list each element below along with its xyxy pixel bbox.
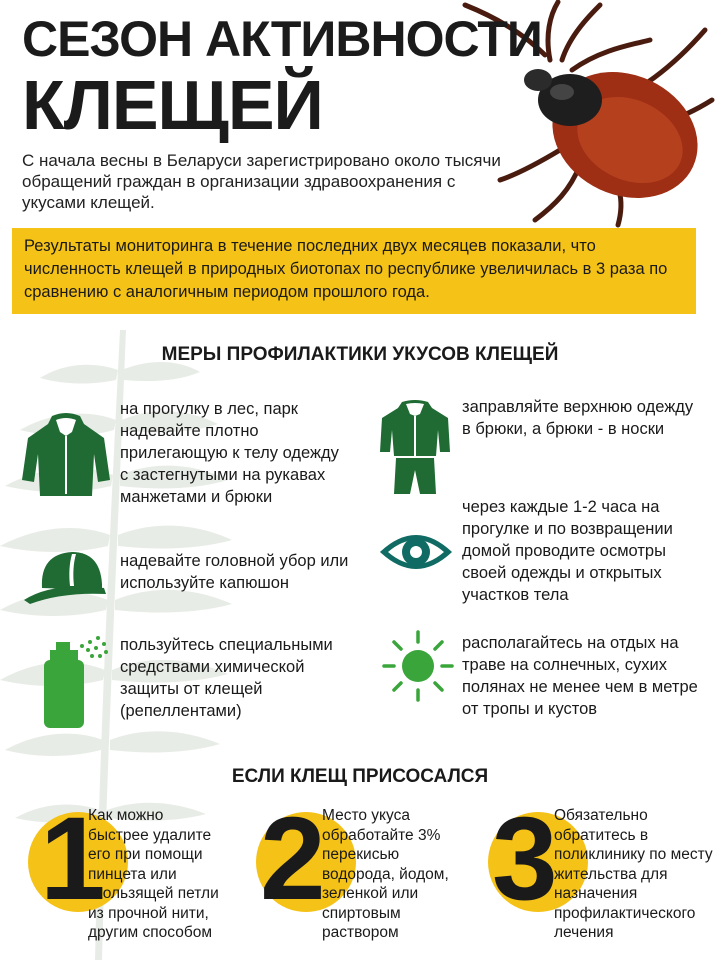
intro-text: С начала весны в Беларуси зарегистрировано около тысячи обращений граждан в организации здравоохранения с укусами клещей. [22,151,501,212]
sun-icon [380,628,456,704]
tip-inspection: через каждые 1-2 часа на прогулке и по возвращении домой проводите осмотры своей одежды и открытых участков тела [462,498,673,604]
tip-rest-spot: располагайтесь на отдых на траве на солнечных, сухих полянах не менее чем в метре от тропы и кустов [462,634,698,718]
attached-title: ЕСЛИ КЛЕЩ ПРИСОСАЛСЯ [231,766,489,787]
prevention-title: МЕРЫ ПРОФИЛАКТИКИ УКУСОВ КЛЕЩЕЙ [161,344,559,365]
tip-clothing: на прогулку в лес, парк надевайте плотно прилегающую к телу одежду с застегнутыми на рукавах манжетами и брюки [120,400,339,506]
tip-tuck-in: заправляйте верхнюю одежду в брюки, а брюки - в носки [462,398,694,438]
tip-headwear: надевайте головной убор или используйте капюшон [120,552,349,592]
banner-text: Результаты мониторинга в течение последних двух месяцев показали, что численность клещей в природных биотопах по республике увеличилась в 3 раза по сравнению с аналогичным периодом прошлого года. [24,237,668,301]
monitoring-banner [12,228,696,314]
tip-repellent: пользуйтесь специальными средствами химической защиты от клещей (репеллентами) [120,636,333,720]
step-1-number: 1 [40,793,106,925]
title-line-2: КЛЕЩЕЙ [22,66,323,144]
title-line-1: СЕЗОН АКТИВНОСТИ [22,11,542,67]
page-title [22,11,542,144]
step-3-text: Обязательно обратитесь в поликлинику по месту жительства для назначения профилактического лечения [554,807,713,941]
step-1-text: Как можно быстрее удалите его при помощи пинцета или скользящей петли из прочной нити, другим способом [88,807,219,941]
step-2-text: Место укуса обработайте 3% перекисью водорода, йодом, зеленкой или спиртовым раствором [322,807,449,941]
spray-can-icon [40,630,110,730]
eye-icon [378,528,454,576]
cap-icon [22,548,114,604]
step-3-number: 3 [492,793,558,925]
jacket-icon [20,410,112,498]
tracksuit-icon [378,398,452,496]
step-2-number: 2 [260,793,326,925]
